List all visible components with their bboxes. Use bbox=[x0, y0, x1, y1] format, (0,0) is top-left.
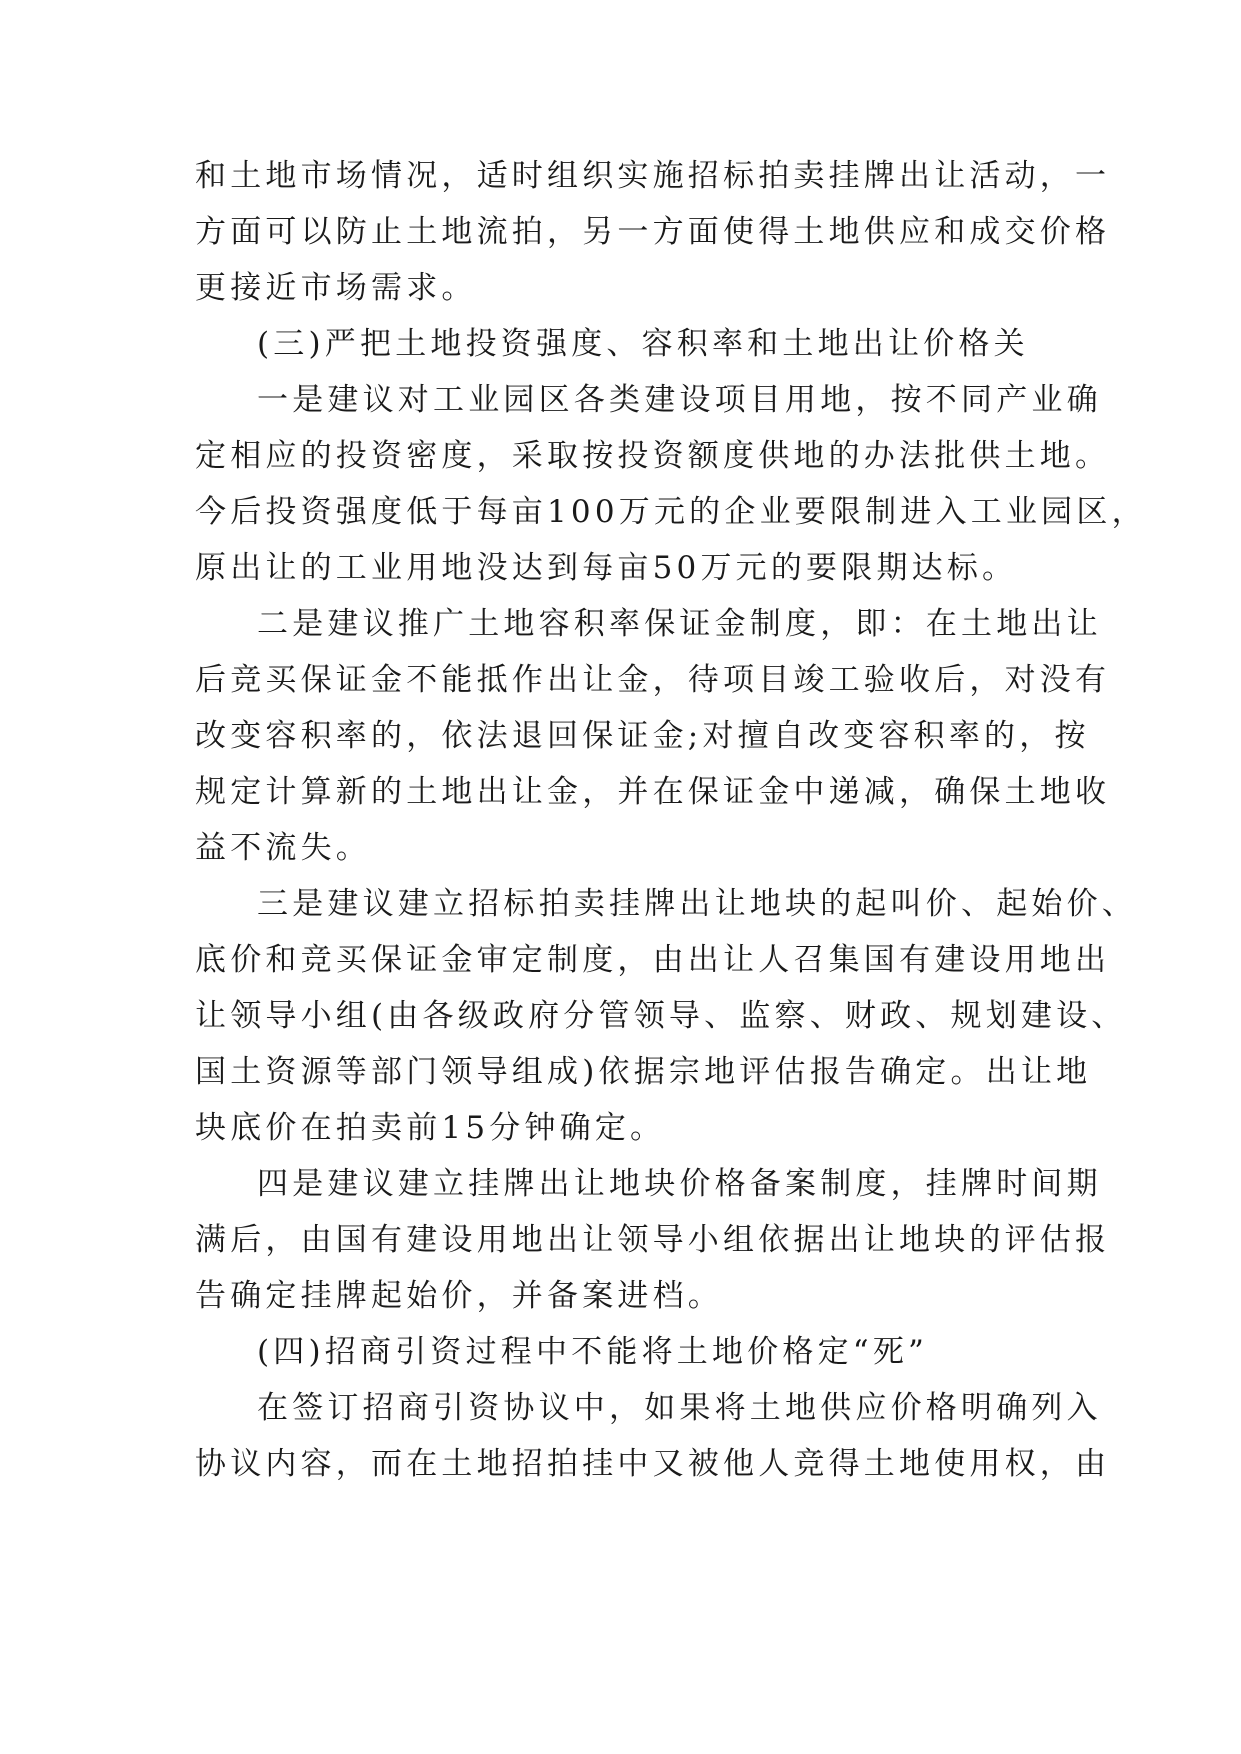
text-line: 协议内容，而在土地招拍挂中又被他人竞得土地使用权，由 bbox=[195, 1446, 1111, 1482]
text-line: 在签订招商引资协议中，如果将土地供应价格明确列入 bbox=[257, 1390, 1102, 1426]
text-line: 更接近市场需求。 bbox=[195, 270, 477, 306]
text-line: 二是建议推广土地容积率保证金制度，即：在土地出让 bbox=[257, 606, 1102, 642]
section-heading: (三)严把土地投资强度、容积率和土地出让价格关 bbox=[257, 326, 1029, 362]
text-line: 底价和竞买保证金审定制度，由出让人召集国有建设用地出 bbox=[195, 942, 1111, 978]
text-line: 满后，由国有建设用地出让领导小组依据出让地块的评估报 bbox=[195, 1222, 1111, 1258]
text-line: 块底价在拍卖前15分钟确定。 bbox=[195, 1110, 666, 1146]
text-line: 定相应的投资密度，采取按投资额度供地的办法批供土地。 bbox=[195, 438, 1111, 474]
text-line: 让领导小组(由各级政府分管领导、监察、财政、规划建设、 bbox=[195, 998, 1127, 1034]
text-line: 后竞买保证金不能抵作出让金，待项目竣工验收后，对没有 bbox=[195, 662, 1111, 698]
text-line: 国土资源等部门领导组成)依据宗地评估报告确定。出让地 bbox=[195, 1054, 1092, 1090]
text-line: 方面可以防止土地流拍，另一方面使得土地供应和成交价格 bbox=[195, 214, 1111, 250]
text-line: 今后投资强度低于每亩100万元的企业要限制进入工业园区， bbox=[195, 494, 1147, 530]
text-line: 规定计算新的土地出让金，并在保证金中递减，确保土地收 bbox=[195, 774, 1111, 810]
text-line: 和土地市场情况，适时组织实施招标拍卖挂牌出让活动，一 bbox=[195, 158, 1111, 194]
section-heading: (四)招商引资过程中不能将土地价格定“死” bbox=[257, 1334, 929, 1370]
text-line: 原出让的工业用地没达到每亩50万元的要限期达标。 bbox=[195, 550, 1018, 586]
text-line: 改变容积率的，依法退回保证金;对擅自改变容积率的，按 bbox=[195, 718, 1090, 754]
text-line: 四是建议建立挂牌出让地块价格备案制度，挂牌时间期 bbox=[257, 1166, 1102, 1202]
text-line: 一是建议对工业园区各类建设项目用地，按不同产业确 bbox=[257, 382, 1102, 418]
text-line: 告确定挂牌起始价，并备案进档。 bbox=[195, 1278, 723, 1314]
text-line: 三是建议建立招标拍卖挂牌出让地块的起叫价、起始价、 bbox=[257, 886, 1137, 922]
text-line: 益不流失。 bbox=[195, 830, 371, 866]
